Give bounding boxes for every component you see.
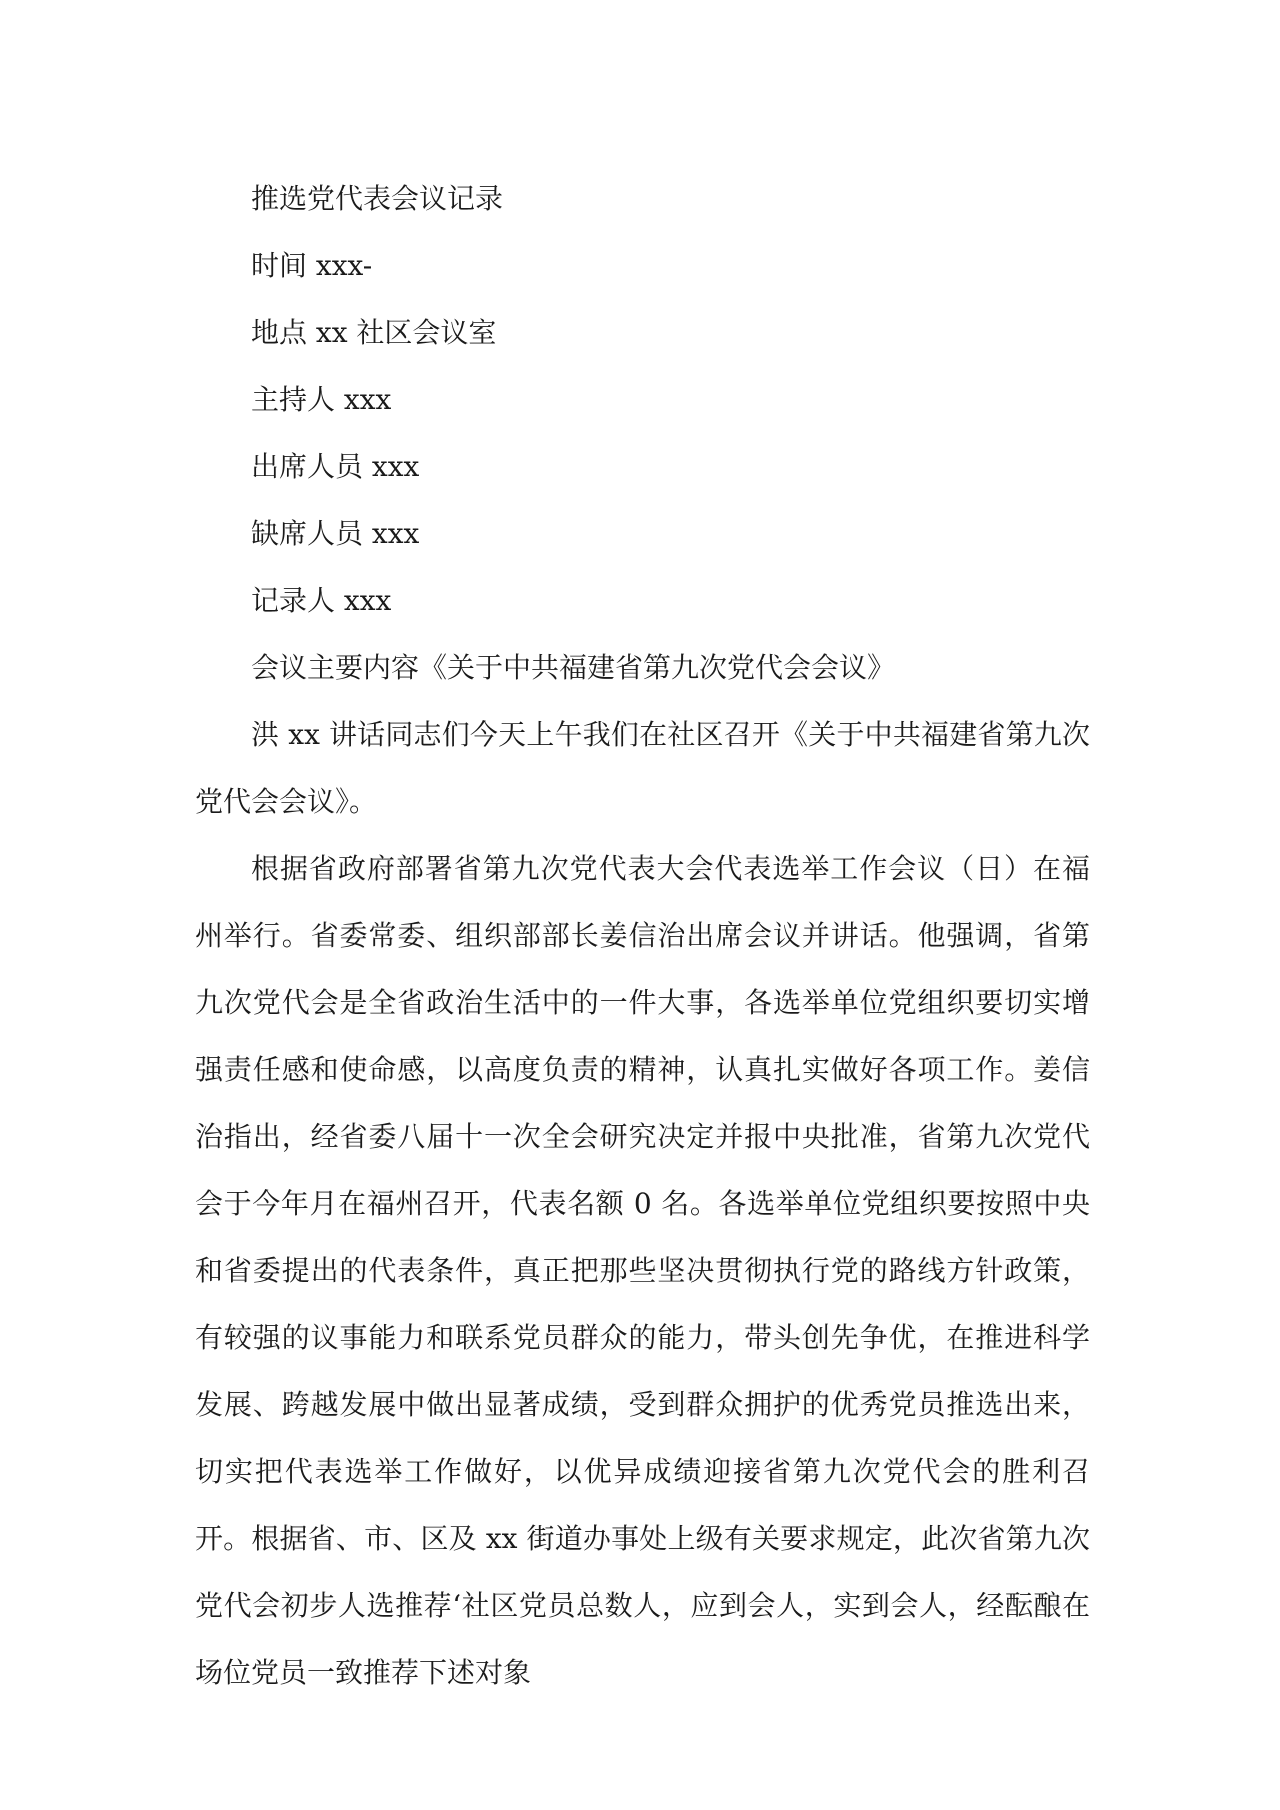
meta-recorder: 记录人 xxx (251, 584, 392, 617)
meta-absentees: 缺席人员 xxx (251, 517, 420, 550)
meta-host: 主持人 xxx (251, 383, 392, 416)
meta-time: 时间 xxx- (251, 249, 373, 282)
meta-attendees: 出席人员 xxx (251, 450, 420, 483)
paragraph-body: 根据省政府部署省第九次党代表大会代表选举工作会议（日）在福州举行。省委常委、组织部部长姜信治出席会议并讲话。他强调，省第九次党代会是全省政治生活中的一件大事，各选举单位党组织要切实增强责任感和使命感，以高度负责的精神，认真扎实做好各项工作。姜信治指出，经省委八届十一次全会研究决定并报中央批准，省第九次党代会于今年月在福州召开，代表名额 0 名。各选举单位党组织要按照中央和省委提出的代表条件，真正把那些坚决贯彻执行党的路线方针政策，有较强的议事能力和联系党员群众的能力，带头创先争优，在推进科学发展、跨越发展中做出显著成绩，受到群众拥护的优秀党员推选出来，切实把代表选举工作做好，以优异成绩迎接省第九次党代会的胜利召开。根据省、市、区及 xx 街道办事处上级有关要求规定，此次省第九次党代会初步人选推荐‘社区党员总数人，应到会人，实到会人，经酝酿在场位党员一致推荐下述对象 (195, 852, 1090, 1689)
document-body (195, 165, 1090, 1706)
document-title: 推选党代表会议记录 (251, 182, 504, 215)
meta-main-content: 会议主要内容《关于中共福建省第九次党代会会议》 (251, 651, 896, 684)
paragraph-speech: 洪 xx 讲话同志们今天上午我们在社区召开《关于中共福建省第九次党代会会议》。 (195, 718, 1090, 818)
meta-place: 地点 xx 社区会议室 (251, 316, 497, 349)
